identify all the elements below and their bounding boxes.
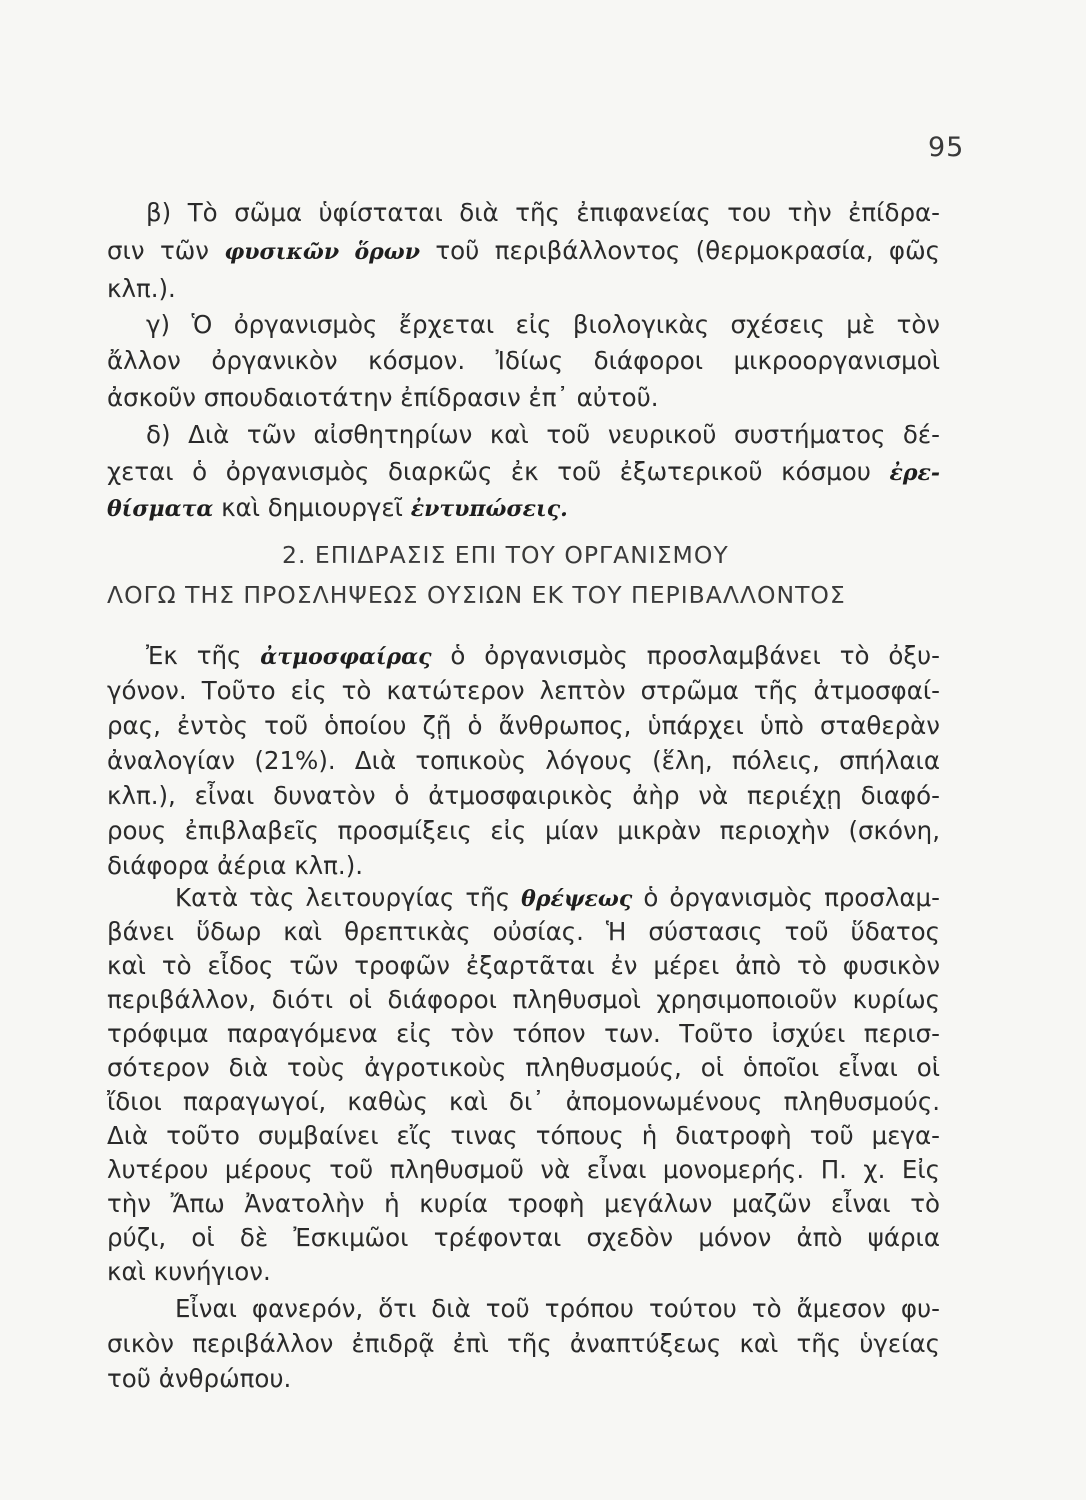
text-run: σιν τῶν: [107, 236, 225, 265]
text-line: καὶ κυνήγιον.: [107, 1257, 271, 1286]
text-line: [146, 637, 940, 674]
text-line: ρους ἐπιβλαβεῖς προσμίξεις εἰς μίαν μικρὰν περιοχὴν (σκόνη,: [107, 816, 940, 845]
text-run: τοῦ περιβάλλοντος (θερμοκρασία, φῶς: [419, 236, 940, 265]
text-run: καὶ δημιουργεῖ: [213, 493, 411, 522]
text-line: ἀσκοῦν σπουδαιοτάτην ἐπίδρασιν ἐπ᾽ αὐτοῦ.: [107, 383, 659, 412]
text-line: βάνει ὕδωρ καὶ θρεπτικὰς οὐσίας. Ἡ σύστασις τοῦ ὕδατος: [107, 917, 940, 946]
text-line: [175, 879, 940, 916]
text-line: ρύζι, οἱ δὲ Ἐσκιμῶοι τρέφονται σχεδὸν μόνον ἀπὸ ψάρια: [107, 1223, 940, 1252]
italic-term: φυσικῶν ὅρων: [224, 239, 420, 265]
text-line: κλπ.).: [107, 274, 176, 303]
italic-term: ἐντυπώσεις.: [410, 496, 568, 522]
text-line: καὶ τὸ εἶδος τῶν τροφῶν ἐξαρτᾶται ἐν μέρει ἀπὸ τὸ φυσικὸν: [107, 951, 940, 980]
page-number: 95: [928, 132, 965, 163]
italic-term: ἐρε-: [889, 460, 940, 486]
text-line: [107, 489, 568, 526]
text-line: σικὸν περιβάλλον ἐπιδρᾷ ἐπὶ τῆς ἀναπτύξεως καὶ τῆς ὑγείας: [107, 1329, 940, 1358]
italic-term: θίσματα: [107, 496, 214, 522]
text-line: σότερον διὰ τοὺς ἀγροτικοὺς πληθυσμούς, οἱ ὁποῖοι εἶναι οἱ: [107, 1053, 940, 1082]
text-line: ἄλλον ὀργανικὸν κόσμον. Ἰδίως διάφοροι μικροοργανισμοὶ: [107, 346, 940, 375]
text-line: γ) Ὁ ὀργανισμὸς ἔρχεται εἰς βιολογικὰς σχέσεις μὲ τὸν: [146, 310, 940, 339]
text-run: χεται ὁ ὀργανισμὸς διαρκῶς ἐκ τοῦ ἐξωτερικοῦ κόσμου: [107, 457, 890, 486]
text-line: διάφορα ἀέρια κλπ.).: [107, 851, 364, 880]
text-line: λυτέρου μέρους τοῦ πληθυσμοῦ νὰ εἶναι μονομερής. Π. χ. Εἰς: [107, 1155, 940, 1184]
section-heading-line: ΛΟΓΩ ΤΗΣ ΠΡΟΣΛΗΨΕΩΣ ΟΥΣΙΩΝ ΕΚ ΤΟΥ ΠΕΡΙΒΑΛΛΟΝΤΟΣ: [107, 581, 846, 609]
section-heading-line: 2. ΕΠΙΔΡΑΣΙΣ ΕΠΙ ΤΟΥ ΟΡΓΑΝΙΣΜΟΥ: [282, 541, 729, 569]
text-line: τὴν Ἄπω Ἀνατολὴν ἡ κυρία τροφὴ μεγάλων μαζῶν εἶναι τὸ: [107, 1189, 940, 1218]
text-line: ρας, ἐντὸς τοῦ ὁποίου ζῇ ὁ ἄνθρωπος, ὑπάρχει ὑπὸ σταθερὰν: [107, 711, 940, 740]
text-run: ὁ ὀργανισμὸς προσλαμ-: [632, 883, 940, 912]
text-line: κλπ.), εἶναι δυνατὸν ὁ ἀτμοσφαιρικὸς ἀὴρ νὰ περιέχῃ διαφό-: [107, 781, 940, 810]
text-line: ἀναλογίαν (21%). Διὰ τοπικοὺς λόγους (ἕλη, πόλεις, σπήλαια: [107, 746, 940, 775]
italic-term: ἀτμοσφαίρας: [260, 644, 432, 670]
text-line: ἴδιοι παραγωγοί, καθὼς καὶ δι᾽ ἀπομονωμένους πληθυσμούς.: [107, 1087, 940, 1116]
text-line: Εἶναι φανερόν, ὅτι διὰ τοῦ τρόπου τούτου τὸ ἄμεσον φυ-: [175, 1294, 940, 1323]
italic-term: θρέψεως: [521, 886, 633, 912]
text-line: γόνον. Τοῦτο εἰς τὸ κατώτερον λεπτὸν στρῶμα τῆς ἀτμοσφαί-: [107, 676, 940, 705]
text-line: [107, 232, 940, 269]
text-line: περιβάλλον, διότι οἱ διάφοροι πληθυσμοὶ χρησιμοποιοῦν κυρίως: [107, 985, 940, 1014]
text-line: δ) Διὰ τῶν αἰσθητηρίων καὶ τοῦ νευρικοῦ συστήματος δέ-: [146, 420, 940, 449]
text-run: Κατὰ τὰς λειτουργίας τῆς: [175, 883, 522, 912]
text-line: Διὰ τοῦτο συμβαίνει εἴς τινας τόπους ἡ διατροφὴ τοῦ μεγα-: [107, 1121, 940, 1150]
text-line: [107, 453, 940, 490]
text-line: β) Τὸ σῶμα ὑφίσταται διὰ τῆς ἐπιφανείας του τὴν ἐπίδρα-: [146, 198, 940, 227]
text-run: Ἐκ τῆς: [146, 641, 261, 670]
text-run: ὁ ὀργανισμὸς προσλαμβάνει τὸ ὀξυ-: [431, 641, 941, 670]
text-line: τοῦ ἀνθρώπου.: [107, 1364, 292, 1393]
text-line: τρόφιμα παραγόμενα εἰς τὸν τόπον των. Τοῦτο ἰσχύει περισ-: [107, 1019, 940, 1048]
